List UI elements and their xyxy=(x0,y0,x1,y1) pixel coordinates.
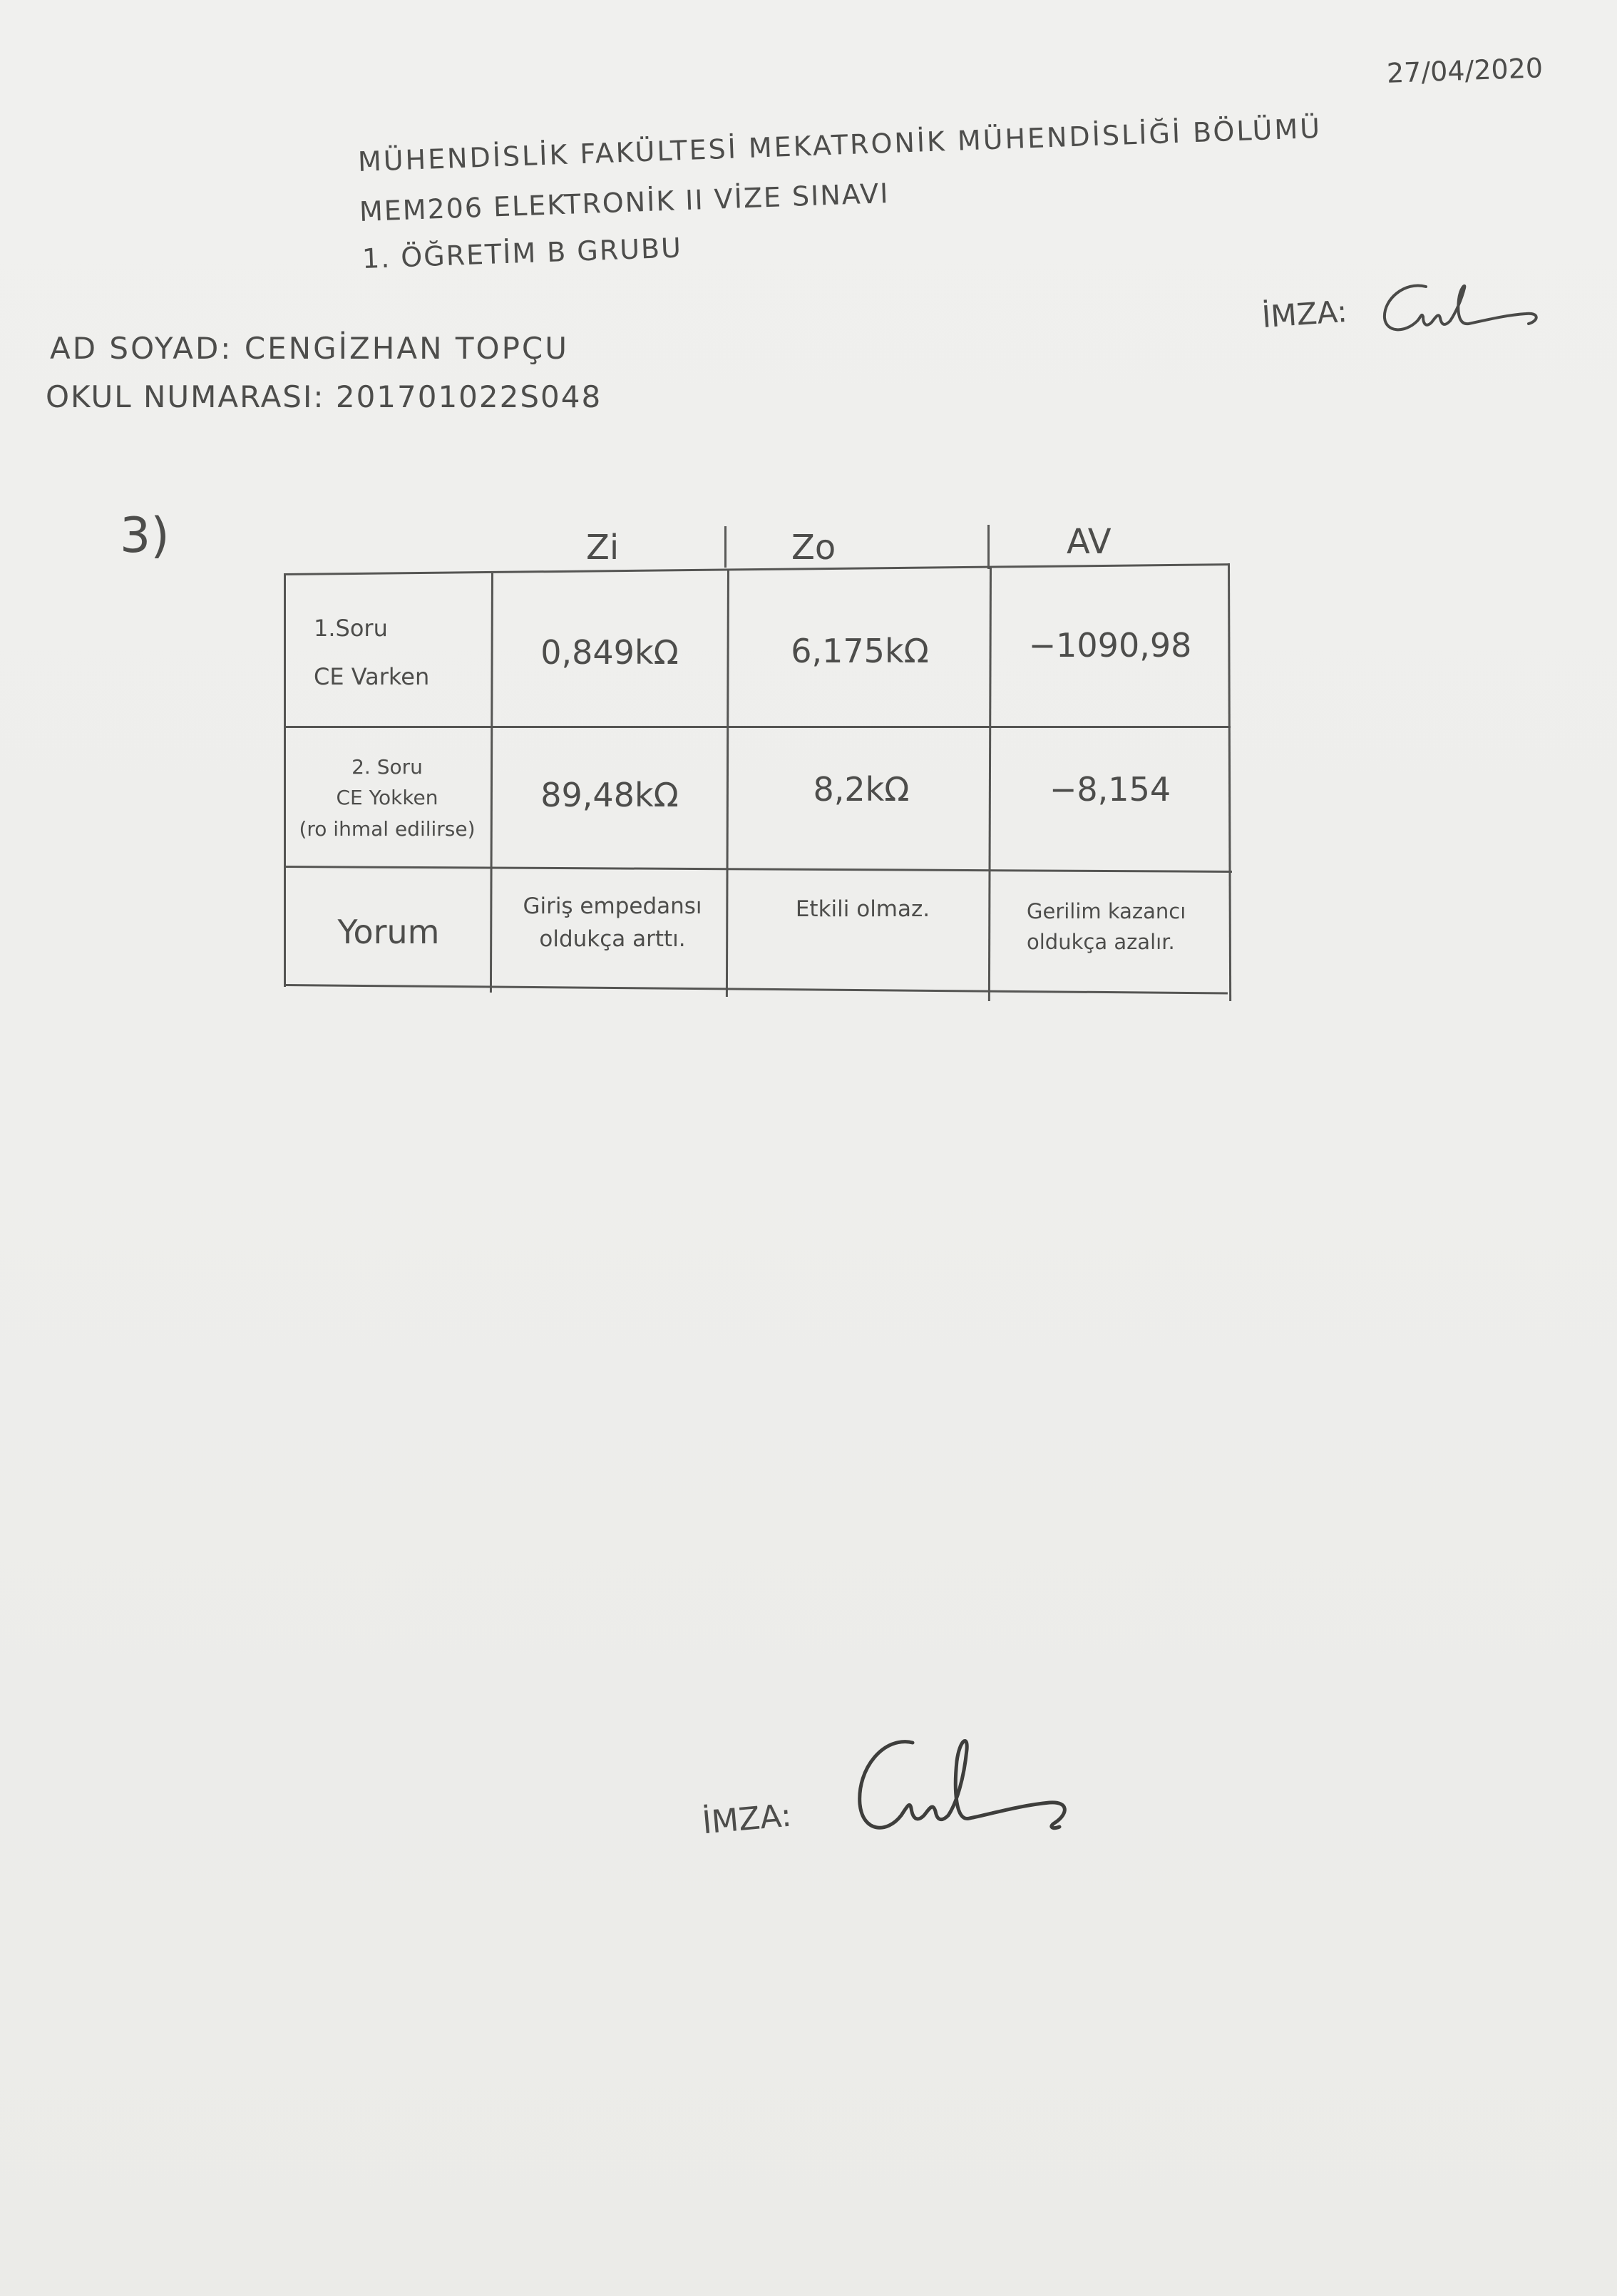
cell-q1-av: −1090,98 xyxy=(1028,625,1192,665)
cell-q1-zi: 0,849kΩ xyxy=(540,632,679,672)
cell-q2-av: −8,154 xyxy=(1049,769,1171,809)
faculty-header: MÜHENDİSLİK FAKÜLTESİ MEKATRONİK MÜHENDİSLİĞİ BÖLÜMÜ xyxy=(357,112,1323,178)
cell-q2-zo: 8,2kΩ xyxy=(813,769,910,809)
signature-label-bottom: İMZA: xyxy=(700,1797,794,1842)
signature-bottom-image xyxy=(841,1718,1098,1861)
header-divider xyxy=(987,525,990,569)
row-label-comment: Yorum xyxy=(337,912,440,951)
comment-line: oldukça azalır. xyxy=(1027,930,1175,954)
comment-line: oldukça arttı. xyxy=(539,926,686,952)
row-label-q1 xyxy=(287,578,486,727)
group-header: 1. ÖĞRETİM B GRUBU xyxy=(361,232,683,275)
column-header-zi: Zi xyxy=(586,528,620,568)
row-label-line: 2. Soru xyxy=(351,754,423,779)
row-label-line: CE Yokken xyxy=(336,786,438,810)
column-header-av: AV xyxy=(1067,522,1112,562)
question-number: 3) xyxy=(120,508,170,564)
table-border-left xyxy=(284,575,286,987)
comment-line: Giriş empedansı xyxy=(523,893,702,919)
cell-comment-av xyxy=(997,884,1232,970)
cell-comment-zo: Etkili olmaz. xyxy=(795,896,930,922)
student-name: AD SOYAD: CENGİZHAN TOPÇU xyxy=(50,331,569,366)
comment-line: Gerilim kazancı xyxy=(1027,898,1186,923)
row-label-line: 1.Soru xyxy=(314,614,388,642)
cell-comment-zi xyxy=(495,880,730,965)
column-header-zo: Zo xyxy=(791,528,836,568)
signature-top-image xyxy=(1376,271,1590,349)
exam-date: 27/04/2020 xyxy=(1386,52,1544,89)
row-label-q2 xyxy=(287,730,488,866)
cell-q2-zi: 89,48kΩ xyxy=(540,775,679,814)
signature-label-top: İMZA: xyxy=(1261,293,1349,335)
cell-q1-zo: 6,175kΩ xyxy=(791,631,929,670)
student-number: OKUL NUMARASI: 201701022S048 xyxy=(46,379,602,414)
course-header: MEM206 ELEKTRONİK II VİZE SINAVI xyxy=(359,178,890,227)
row-label-line: CE Varken xyxy=(314,663,430,690)
header-divider xyxy=(724,526,727,568)
row-label-line: (ro ihmal edilirse) xyxy=(299,816,476,841)
